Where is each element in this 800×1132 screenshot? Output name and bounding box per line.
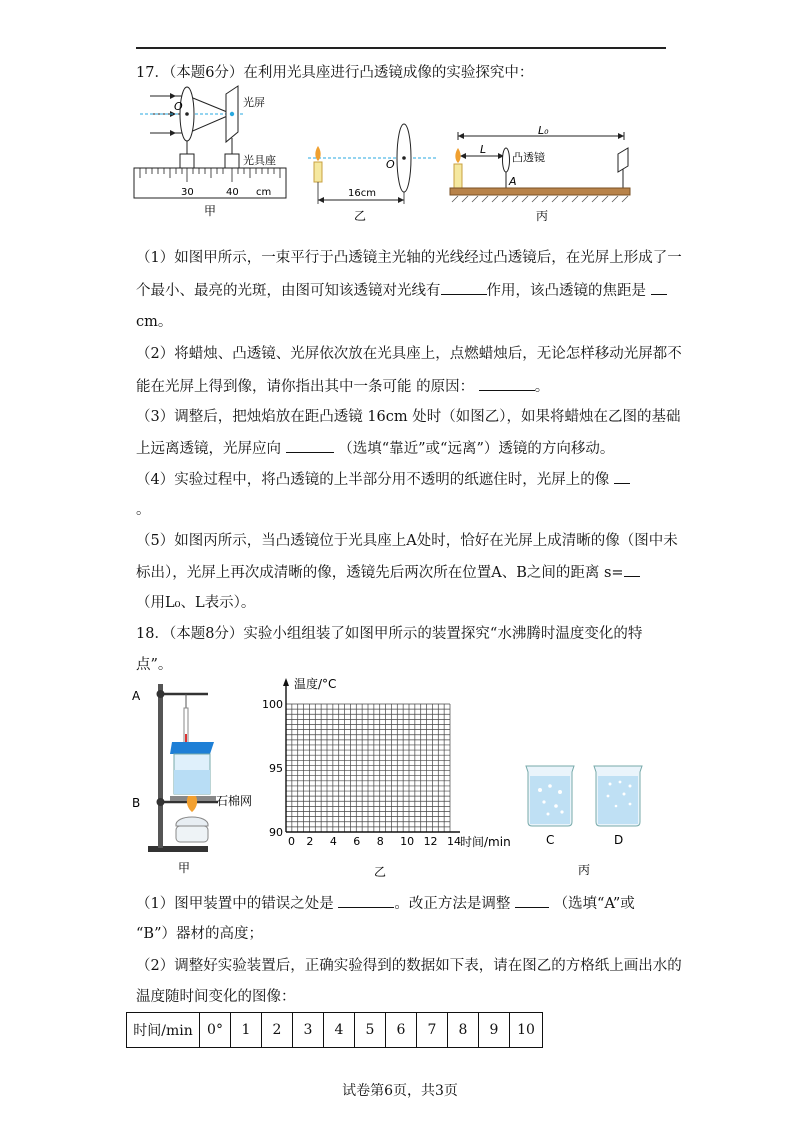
x-axis-label: 时间/min [460,835,511,849]
answer-blank-8[interactable] [515,893,549,908]
label-b: B [132,796,141,810]
l0-label: L₀ [538,124,549,137]
q17-intro: 17．（本题6分）在利用光具座进行凸透镜成像的实验探究中： [136,65,534,81]
label-c: C [546,833,555,847]
table-row [127,1013,543,1048]
time-data-table [126,1012,543,1048]
fig18-jia-caption: 甲 [178,861,191,875]
unit-cm: cm [256,187,272,198]
x-tick-label: 4 [329,835,337,848]
answer-blank-2[interactable] [651,280,667,295]
table-cell: 10 [510,1013,543,1048]
q17-p2a: （2）将蜡烛、凸透镜、光屏依次放在光具座上，点燃蜡烛后，无论怎样移动光屏都不 [136,346,682,362]
figure-17-yi [300,120,440,224]
fig18-bing-caption: 丙 [578,863,591,877]
temperature-grid-chart [262,672,522,882]
q17-p1b-text: 个最小、最亮的光斑，由图可知该透镜对光线有 [136,283,441,299]
fig18-yi-caption: 乙 [374,865,387,879]
q17-p1c-text: 作用，该凸透镜的焦距是 [486,283,646,299]
chart-y-ticks [262,698,283,839]
lens-o-label-2: O [386,158,395,171]
label-d: D [614,833,624,847]
table-cell: 2 [262,1013,293,1048]
screen-label: 光屏 [243,96,265,109]
q18-p1a-text: （1）图甲装置中的错误之处是 [136,896,334,912]
dist-16cm: 16cm [348,188,376,199]
answer-blank-3[interactable] [479,376,535,391]
page-footer: 试卷第6页，共3页 [342,1083,458,1099]
q17-p3b [136,438,614,459]
l-label: L [480,143,487,156]
chart-grid [286,704,450,832]
figure-17-bing [446,124,636,224]
y-axis-label: 温度/°C [294,677,337,691]
q18-intro-a: 18．（本题8分）实验小组组装了如图甲所示的装置探究“水沸腾时温度变化的特 [136,626,643,642]
q17-p5a: （5）如图丙所示，当凸透镜位于光具座上A处时，恰好在光屏上成清晰的像（图中未 [136,533,678,549]
fig-bing-caption: 丙 [536,209,549,223]
x-tick-label: 10 [400,835,415,848]
figure-17-jia [130,84,290,224]
answer-blank-1[interactable] [441,280,487,295]
x-tick-label: 14 [447,835,461,848]
q18-p1b-text: 。改正方法是调整 [394,896,511,912]
asbestos-gauze-label: 石棉网 [216,794,253,808]
fig-yi-caption: 乙 [354,209,367,223]
tick-30: 30 [181,187,194,198]
table-cell: 8 [448,1013,479,1048]
answer-blank-7[interactable] [338,893,394,908]
y-tick-label: 90 [269,826,283,839]
q17-p5b-text: 标出），光屏上再次成清晰的像，透镜先后两次所在位置A、B之间的距离 s= [136,565,624,581]
label-a: A [132,689,141,703]
y-tick-label: 100 [262,698,283,711]
q17-p3b-text: 上远离透镜，光屏应向 [136,441,281,457]
figure-18-jia [126,678,276,878]
q17-p4a-text: （4）实验过程中，将凸透镜的上半部分用不透明的纸遮住时，光屏上的像 [136,472,610,488]
table-cell: 4 [324,1013,355,1048]
bench-label: 光具座 [243,154,276,167]
y-axis-arrow [283,678,289,686]
q17-p2c-text: 。 [534,379,550,395]
q18-intro-b: 点”。 [136,657,173,673]
q17-p4b: 。 [136,502,151,518]
x-tick-label: 12 [423,835,438,848]
table-cell: 1 [231,1013,262,1048]
q17-p4a [136,469,630,490]
a-label: A [509,175,517,188]
q17-p3c-text: （选填“靠近”或“远离”）透镜的方向移动。 [338,441,615,457]
x-tick-label: 6 [353,835,361,848]
q18-p1 [136,893,635,914]
q17-p2b [136,376,549,397]
q18-p2b: 温度随时间变化的图像： [136,989,296,1005]
chart-x-ticks [288,835,461,848]
y-tick-label: 95 [269,762,283,775]
q17-p3a: （3）调整后，把烛焰放在距凸透镜 16cm 处时（如图乙），如果将蜡烛在乙图的基础 [136,409,681,425]
q18-p2a: （2）调整好实验装置后，正确实验得到的数据如下表，请在图乙的方格纸上画出水的 [136,958,682,974]
fig-jia-caption: 甲 [204,204,217,218]
q18-p1c-text: （选填“A”或 [553,896,635,912]
x-tick-label: 8 [376,835,384,848]
table-cell: 7 [417,1013,448,1048]
q17-p5b [136,562,640,583]
q17-p2b-text: 能在光屏上得到像，请你指出其中一条可能 的原因： [136,379,475,395]
table-cell: 5 [355,1013,386,1048]
lens-o-label: O [174,100,183,113]
tick-40: 40 [226,187,239,198]
top-rule [136,47,666,49]
table-cell: 6 [386,1013,417,1048]
x-tick-label: 2 [306,835,314,848]
q17-p1a: （1）如图甲所示，一束平行于凸透镜主光轴的光线经过凸透镜后，在光屏上形成了一 [136,250,682,266]
q17-p5c: （用L₀、L表示）。 [136,595,256,611]
answer-blank-5[interactable] [614,469,630,484]
table-cell: 3 [293,1013,324,1048]
x-tick-label: 0 [288,835,295,848]
figure-18-bing [520,760,660,880]
q17-p1b [136,280,667,301]
answer-blank-6[interactable] [624,562,640,577]
table-cell: 9 [479,1013,510,1048]
table-header-cell: 时间/min [127,1013,200,1048]
answer-blank-4[interactable] [286,438,334,453]
q18-p1d: “B”）器材的高度； [136,926,263,942]
table-cell: 0° [200,1013,231,1048]
q17-p1d: cm。 [136,314,173,330]
convex-lens-label: 凸透镜 [512,151,545,164]
